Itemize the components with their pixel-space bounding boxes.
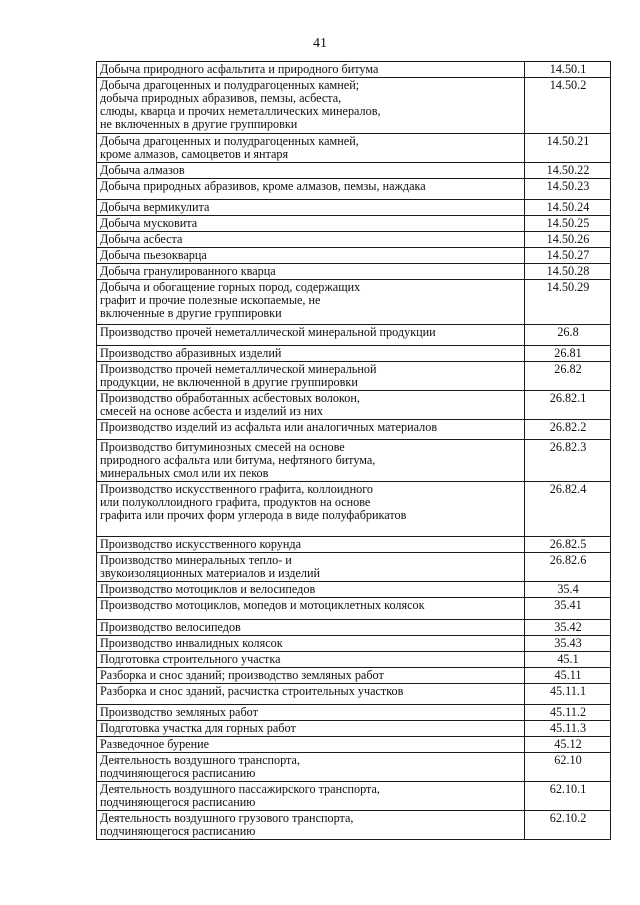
activity-code: 14.50.26 <box>546 232 590 246</box>
activity-code: 26.82.3 <box>549 440 587 454</box>
activity-name: Производство прочей неметаллической минеральной продукции, не включенной в другие группировки <box>100 362 377 389</box>
activity-name: Добыча природного асфальтита и природного битума <box>100 62 379 76</box>
activity-name-cell <box>97 325 525 346</box>
activity-code-cell <box>525 179 611 200</box>
activity-name-cell <box>97 362 525 391</box>
activity-code: 26.8 <box>557 325 579 339</box>
activity-code: 45.11 <box>554 668 582 682</box>
activity-code: 26.82.1 <box>549 391 587 405</box>
table-row <box>97 440 611 482</box>
activity-code: 45.11.1 <box>549 684 587 698</box>
table-row <box>97 620 611 636</box>
activity-code-cell <box>525 668 611 684</box>
activity-name-cell <box>97 163 525 179</box>
activity-name-cell <box>97 346 525 362</box>
page-number: 41 <box>313 36 327 51</box>
activity-code-cell <box>525 598 611 620</box>
activity-name: Разведочное бурение <box>100 737 210 751</box>
activity-name: Деятельность воздушного транспорта, подчиняющегося расписанию <box>100 753 300 780</box>
activity-name: Производство битуминозных смесей на основе природного асфальта или битума, нефтяного битума, минеральных смол или их пеков <box>100 440 376 480</box>
activity-code-cell <box>525 705 611 721</box>
activity-code-cell <box>525 232 611 248</box>
activity-code: 45.11.3 <box>549 721 587 735</box>
table-row <box>97 684 611 705</box>
table-row <box>97 163 611 179</box>
activity-code-cell <box>525 391 611 420</box>
activity-code-cell <box>525 78 611 134</box>
activity-code: 62.10 <box>554 753 582 767</box>
activity-name-cell <box>97 684 525 705</box>
activity-name: Добыча и обогащение горных пород, содержащих графит и прочие полезные ископаемые, не включенные в другие группировки <box>100 280 361 320</box>
activity-code-cell <box>525 737 611 753</box>
activity-code-cell <box>525 325 611 346</box>
table-row <box>97 280 611 325</box>
activity-name: Деятельность воздушного пассажирского транспорта, подчиняющегося расписанию <box>100 782 380 809</box>
activity-code: 62.10.1 <box>549 782 587 796</box>
activity-code-cell <box>525 62 611 78</box>
activity-name-cell <box>97 232 525 248</box>
activity-name: Деятельность воздушного грузового транспорта, подчиняющегося расписанию <box>100 811 354 838</box>
activity-code-cell <box>525 163 611 179</box>
activity-code: 45.11.2 <box>549 705 587 719</box>
activity-code-cell <box>525 620 611 636</box>
activity-name-cell <box>97 482 525 537</box>
activity-code: 26.82.4 <box>549 482 587 496</box>
activity-name: Производство мотоциклов и велосипедов <box>100 582 316 596</box>
activity-code: 45.1 <box>557 652 579 666</box>
activity-name-cell <box>97 737 525 753</box>
activity-code-cell <box>525 721 611 737</box>
table-row <box>97 264 611 280</box>
activity-name: Разборка и снос зданий, расчистка строительных участков <box>100 684 404 698</box>
activity-code-cell <box>525 248 611 264</box>
table-row <box>97 753 611 782</box>
table-row <box>97 705 611 721</box>
activity-code: 14.50.21 <box>546 134 590 148</box>
activity-code-cell <box>525 582 611 598</box>
activity-name: Производство искусственного корунда <box>100 537 302 551</box>
activity-code: 26.81 <box>554 346 582 360</box>
activity-code-cell <box>525 346 611 362</box>
activity-code-cell <box>525 482 611 537</box>
activity-code: 14.50.24 <box>546 200 590 214</box>
activity-code: 45.12 <box>554 737 582 751</box>
table-row <box>97 553 611 582</box>
activity-code: 35.41 <box>554 598 582 612</box>
activity-name-cell <box>97 440 525 482</box>
activity-name: Производство земляных работ <box>100 705 258 719</box>
activity-name-cell <box>97 420 525 440</box>
activity-name: Производство прочей неметаллической минеральной продукции <box>100 325 436 339</box>
table-row <box>97 482 611 537</box>
table-row <box>97 200 611 216</box>
activity-code-cell <box>525 782 611 811</box>
activity-name-cell <box>97 598 525 620</box>
table-row <box>97 325 611 346</box>
activity-name: Добыча пьезокварца <box>100 248 207 262</box>
activity-code-cell <box>525 636 611 652</box>
activity-name-cell <box>97 721 525 737</box>
activity-code: 14.50.22 <box>546 163 590 177</box>
table-row <box>97 652 611 668</box>
activity-name-cell <box>97 753 525 782</box>
activity-code: 14.50.2 <box>549 78 587 92</box>
table-row <box>97 232 611 248</box>
activity-code: 26.82.6 <box>549 553 587 567</box>
activity-name: Добыча алмазов <box>100 163 185 177</box>
activity-name-cell <box>97 134 525 163</box>
table-row <box>97 782 611 811</box>
activity-name-cell <box>97 248 525 264</box>
activity-name-cell <box>97 264 525 280</box>
activity-code-cell <box>525 753 611 782</box>
classification-table <box>96 61 611 840</box>
table-body <box>97 62 611 840</box>
activity-code: 14.50.27 <box>546 248 590 262</box>
activity-code-cell <box>525 420 611 440</box>
activity-name: Добыча гранулированного кварца <box>100 264 276 278</box>
activity-name: Производство минеральных тепло- и звукоизоляционных материалов и изделий <box>100 553 321 580</box>
activity-name-cell <box>97 179 525 200</box>
activity-code: 35.43 <box>554 636 582 650</box>
activity-name: Добыча природных абразивов, кроме алмазов, пемзы, наждака <box>100 179 426 193</box>
activity-name-cell <box>97 582 525 598</box>
table-row <box>97 582 611 598</box>
table-row <box>97 391 611 420</box>
table-row <box>97 134 611 163</box>
activity-code: 62.10.2 <box>549 811 587 825</box>
activity-code-cell <box>525 200 611 216</box>
activity-name-cell <box>97 668 525 684</box>
activity-name: Производство искусственного графита, коллоидного или полуколлоидного графита, продуктов на основе графита или прочих форм углерода в виде полуфабрикатов <box>100 482 407 522</box>
activity-name: Добыча драгоценных и полудрагоценных камней, кроме алмазов, самоцветов и янтаря <box>100 134 359 161</box>
activity-name-cell <box>97 636 525 652</box>
activity-code-cell <box>525 440 611 482</box>
activity-name: Добыча мусковита <box>100 216 198 230</box>
activity-code-cell <box>525 216 611 232</box>
activity-code-cell <box>525 811 611 840</box>
table-row <box>97 420 611 440</box>
activity-name-cell <box>97 216 525 232</box>
table-row <box>97 737 611 753</box>
table-row <box>97 216 611 232</box>
activity-code: 35.42 <box>554 620 582 634</box>
activity-name-cell <box>97 280 525 325</box>
activity-name: Производство мотоциклов, мопедов и мотоциклетных колясок <box>100 598 425 612</box>
activity-code: 26.82.5 <box>549 537 587 551</box>
activity-name-cell <box>97 553 525 582</box>
table-row <box>97 346 611 362</box>
activity-code: 26.82.2 <box>549 420 587 434</box>
activity-name: Подготовка участка для горных работ <box>100 721 296 735</box>
activity-name: Производство велосипедов <box>100 620 241 634</box>
table-row <box>97 362 611 391</box>
activity-name-cell <box>97 200 525 216</box>
activity-code-cell <box>525 134 611 163</box>
activity-name: Производство абразивных изделий <box>100 346 282 360</box>
activity-code: 14.50.29 <box>546 280 590 294</box>
activity-code: 35.4 <box>557 582 579 596</box>
table-row <box>97 721 611 737</box>
activity-name: Подготовка строительного участка <box>100 652 281 666</box>
activity-name-cell <box>97 537 525 553</box>
activity-code-cell <box>525 280 611 325</box>
table-row <box>97 636 611 652</box>
activity-code-cell <box>525 537 611 553</box>
activity-code-cell <box>525 362 611 391</box>
activity-name-cell <box>97 652 525 668</box>
activity-code: 26.82 <box>554 362 582 376</box>
activity-code: 14.50.23 <box>546 179 590 193</box>
table-row <box>97 537 611 553</box>
activity-name: Производство обработанных асбестовых волокон, смесей на основе асбеста и изделий из них <box>100 391 360 418</box>
activity-name: Разборка и снос зданий; производство земляных работ <box>100 668 384 682</box>
table-row <box>97 62 611 78</box>
activity-name-cell <box>97 62 525 78</box>
activity-code-cell <box>525 684 611 705</box>
activity-name-cell <box>97 78 525 134</box>
table-row <box>97 78 611 134</box>
activity-name: Добыча асбеста <box>100 232 183 246</box>
activity-name-cell <box>97 811 525 840</box>
activity-code-cell <box>525 652 611 668</box>
activity-name-cell <box>97 782 525 811</box>
table-row <box>97 248 611 264</box>
activity-name-cell <box>97 620 525 636</box>
activity-code: 14.50.1 <box>549 62 587 76</box>
activity-name-cell <box>97 391 525 420</box>
activity-name: Производство изделий из асфальта или аналогичных материалов <box>100 420 438 434</box>
table-row <box>97 179 611 200</box>
activity-name: Добыча вермикулита <box>100 200 210 214</box>
activity-code: 14.50.25 <box>546 216 590 230</box>
table-row <box>97 598 611 620</box>
activity-name: Добыча драгоценных и полудрагоценных камней; добыча природных абразивов, пемзы, асбеста, слюды, кварца и прочих неметаллических минералов, не включенных в другие группировки <box>100 78 381 131</box>
table-row <box>97 811 611 840</box>
table-row <box>97 668 611 684</box>
activity-name: Производство инвалидных колясок <box>100 636 283 650</box>
activity-code-cell <box>525 553 611 582</box>
activity-name-cell <box>97 705 525 721</box>
activity-code-cell <box>525 264 611 280</box>
activity-code: 14.50.28 <box>546 264 590 278</box>
